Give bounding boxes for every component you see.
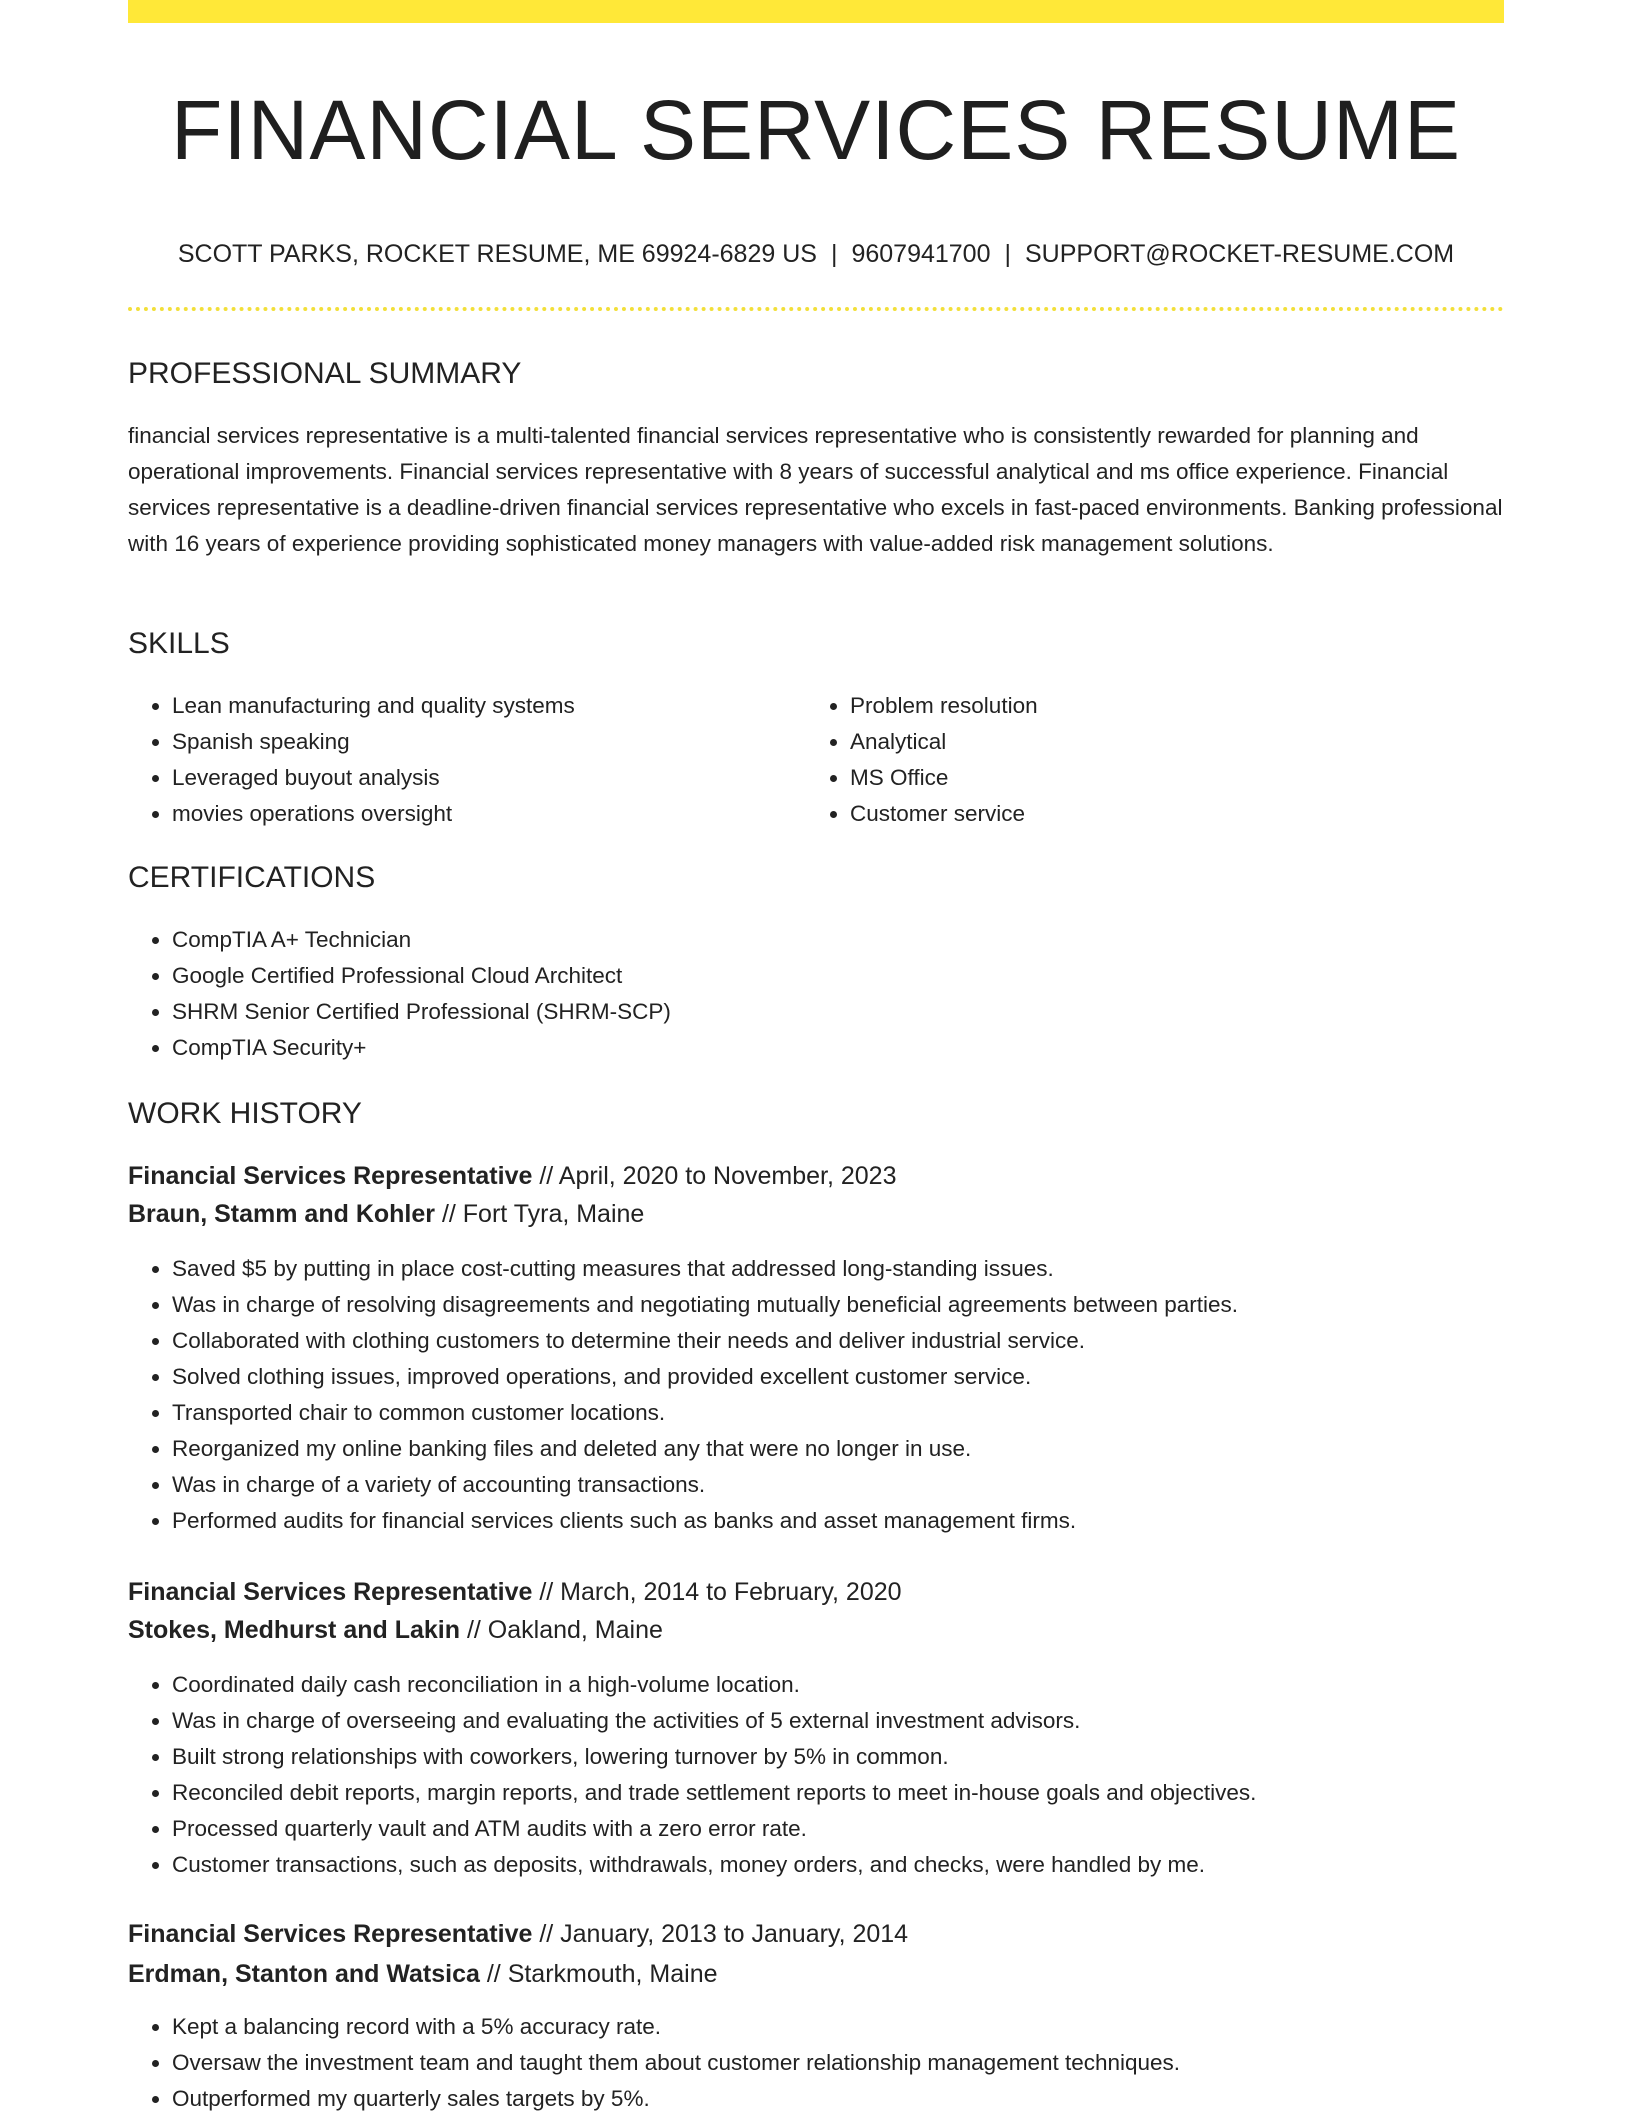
skill-item: • Leveraged buyout analysis — [172, 760, 806, 796]
job-location: // Oakland, Maine — [460, 1616, 663, 1644]
job-location: // Fort Tyra, Maine — [435, 1200, 645, 1228]
job-bullet: • Kept a balancing record with a 5% accuracy rate. — [172, 2009, 1504, 2045]
resume-title: FINANCIAL SERVICES RESUME — [171, 83, 1461, 177]
skill-item: • Spanish speaking — [172, 724, 806, 760]
dotted-divider — [128, 307, 1504, 311]
skill-item: • movies operations oversight — [172, 796, 806, 832]
job-bullet: • Transported chair to common customer locations. — [172, 1395, 1504, 1431]
skill-item: • Analytical — [850, 724, 1484, 760]
skill-item: • Problem resolution — [850, 688, 1484, 724]
skills-right-column — [806, 688, 1484, 832]
certification-item: • SHRM Senior Certified Professional (SHRM-SCP) — [172, 994, 1504, 1030]
summary-heading: PROFESSIONAL SUMMARY — [128, 357, 522, 390]
job-title-line — [128, 1915, 908, 1953]
certification-item: • Google Certified Professional Cloud Architect — [172, 958, 1504, 994]
job-bullet: • Performed audits for financial services clients such as banks and asset management firms. — [172, 1503, 1504, 1539]
certifications-heading: CERTIFICATIONS — [128, 861, 376, 894]
job-bullet-list — [128, 2009, 1504, 2117]
job-bullet: • Reconciled debit reports, margin reports, and trade settlement reports to meet in-house goals and objectives. — [172, 1775, 1504, 1811]
skills-heading: SKILLS — [128, 627, 230, 660]
skills-left-column — [128, 688, 806, 832]
job-title-line — [128, 1573, 902, 1611]
certification-item: • CompTIA A+ Technician — [172, 922, 1504, 958]
job-bullet: • Saved $5 by putting in place cost-cutting measures that addressed long-standing issues. — [172, 1251, 1504, 1287]
job-bullet-list — [128, 1667, 1504, 1883]
summary-text: financial services representative is a multi-talented financial services representative who is consistently rewarded for planning and operational improvements. Financial services representative with 8 years of successful analytical and ms office experience. Financial services representative is a deadline-driven financial services representative who excels in fast-paced environments. Banking professional with 16 years of experience providing sophisticated money managers with value-added risk management solutions. — [128, 423, 1503, 556]
job-bullet: • Processed quarterly vault and ATM audits with a zero error rate. — [172, 1811, 1504, 1847]
contact-address: SCOTT PARKS, ROCKET RESUME, ME 69924-6829 US — [177, 240, 817, 268]
job-bullet: • Reorganized my online banking files and deleted any that were no longer in use. — [172, 1431, 1504, 1467]
job-bullet-list — [128, 1251, 1504, 1539]
job-dates: // March, 2014 to February, 2020 — [532, 1578, 902, 1606]
job-bullet: • Outperformed my quarterly sales targets by 5%. — [172, 2081, 1504, 2117]
job-title: Financial Services Representative — [128, 1578, 533, 1606]
contact-separator: | — [1004, 240, 1011, 268]
work-history-heading: WORK HISTORY — [128, 1097, 362, 1130]
contact-separator: | — [830, 240, 838, 268]
skill-item: • Customer service — [850, 796, 1484, 832]
job-bullet: • Was in charge of a variety of accounting transactions. — [172, 1467, 1504, 1503]
job-bullet: • Coordinated daily cash reconciliation in a high-volume location. — [172, 1667, 1504, 1703]
accent-top-bar — [128, 0, 1504, 23]
job-company-line — [128, 1195, 644, 1233]
job-bullet: • Was in charge of resolving disagreements and negotiating mutually beneficial agreements between parties. — [172, 1287, 1504, 1323]
job-company: Braun, Stamm and Kohler — [128, 1200, 435, 1228]
skill-item: • MS Office — [850, 760, 1484, 796]
job-company: Erdman, Stanton and Watsica — [128, 1960, 480, 1988]
skill-item: • Lean manufacturing and quality systems — [172, 688, 806, 724]
job-location: // Starkmouth, Maine — [479, 1960, 718, 1988]
job-bullet: • Was in charge of overseeing and evaluating the activities of 5 external investment advisors. — [172, 1703, 1504, 1739]
job-title: Financial Services Representative — [128, 1920, 533, 1948]
contact-phone: 9607941700 — [851, 240, 991, 268]
job-company-line — [128, 1955, 718, 1993]
job-title: Financial Services Representative — [128, 1162, 533, 1190]
contact-email: SUPPORT@ROCKET-RESUME.COM — [1025, 240, 1455, 268]
job-bullet: • Customer transactions, such as deposits, withdrawals, money orders, and checks, were handled by me. — [172, 1847, 1504, 1883]
job-bullet: • Oversaw the investment team and taught them about customer relationship management techniques. — [172, 2045, 1504, 2081]
job-bullet: • Solved clothing issues, improved operations, and provided excellent customer service. — [172, 1359, 1504, 1395]
contact-line — [128, 236, 1504, 272]
job-dates: // January, 2013 to January, 2014 — [532, 1920, 909, 1948]
job-dates: // April, 2020 to November, 2023 — [532, 1162, 897, 1190]
job-bullet: • Built strong relationships with coworkers, lowering turnover by 5% in common. — [172, 1739, 1504, 1775]
job-title-line — [128, 1157, 897, 1195]
job-bullet: • Collaborated with clothing customers to determine their needs and deliver industrial service. — [172, 1323, 1504, 1359]
certification-item: • CompTIA Security+ — [172, 1030, 1504, 1066]
job-company: Stokes, Medhurst and Lakin — [128, 1616, 461, 1644]
job-company-line — [128, 1611, 663, 1649]
certifications-list — [128, 922, 1504, 1066]
